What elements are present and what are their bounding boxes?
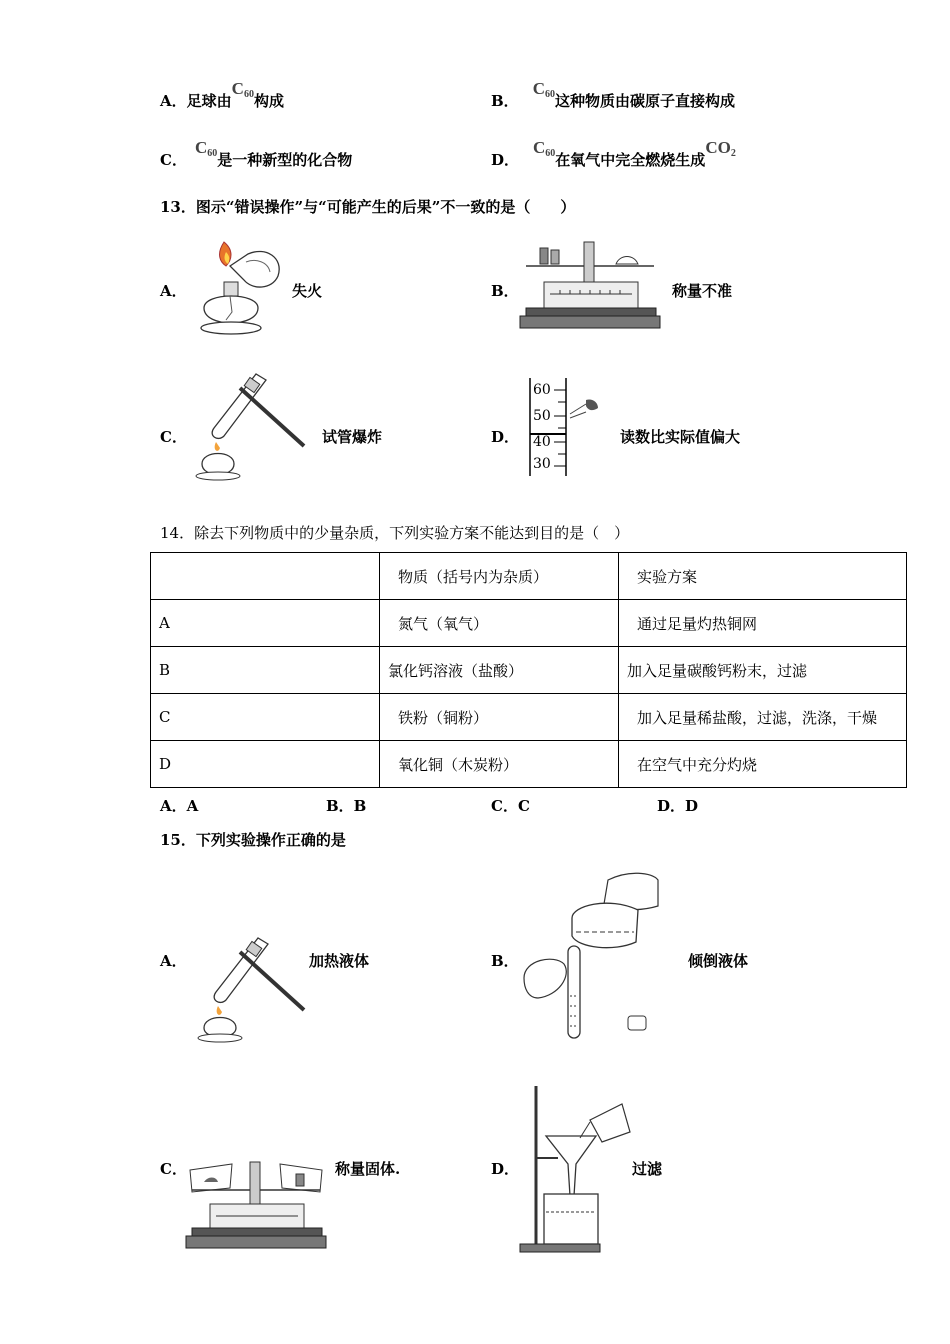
- weighing-solid-illustration: [186, 1160, 326, 1252]
- q12-option-c: C．$C_{60}$是一种新型的化合物: [160, 138, 353, 169]
- q14-answer-d: D．D: [657, 797, 699, 815]
- q12-option-b: B．$C_{60}$这种物质由碳原子直接构成: [491, 79, 735, 110]
- cylinder-tick-60: 60: [533, 382, 551, 398]
- q13-option-a-text: 失火: [292, 282, 323, 300]
- cylinder-tick-40: 40: [533, 434, 551, 450]
- cylinder-tick-30: 30: [533, 456, 551, 472]
- q14-answer-c: C．C: [491, 797, 530, 815]
- table-cell: 氧化铜（木炭粉）: [380, 741, 619, 788]
- table-cell: C: [151, 694, 380, 741]
- q12-option-d: D．$C_{60}$在氧气中完全燃烧生成$CO_2$: [491, 138, 736, 169]
- q14-answer-a: A．A: [160, 797, 199, 815]
- q15-option-c-text: 称量固体.: [335, 1160, 401, 1178]
- q15-option-a-label: A．: [160, 952, 187, 970]
- q13-option-c-text: 试管爆炸: [322, 428, 383, 446]
- table-cell: 加入足量碳酸钙粉末，过滤: [619, 647, 907, 694]
- q14-stem: 14．除去下列物质中的少量杂质，下列实验方案不能达到目的是（ ）: [160, 524, 630, 542]
- q13-option-b-text: 称量不准: [672, 282, 733, 300]
- q12-option-a: A．足球由$C_{60}$构成: [160, 79, 284, 110]
- q13-option-d-text: 读数比实际值偏大: [620, 428, 741, 446]
- table-cell: A: [151, 600, 380, 647]
- table-header-cell: [151, 553, 380, 600]
- table-row: [151, 694, 907, 741]
- c60-formula: $C_{60}$: [533, 138, 556, 159]
- co2-formula: $CO_2$: [705, 138, 736, 159]
- alcohol-lamp-lighting-illustration: [186, 232, 286, 336]
- cylinder-tick-50: 50: [533, 408, 551, 424]
- table-header-cell: 实验方案: [619, 553, 907, 600]
- table-row: [151, 600, 907, 647]
- q13-option-a-label: A．: [160, 282, 187, 300]
- q15-option-c-label: C．: [160, 1160, 187, 1178]
- q13-option-d-label: D．: [491, 428, 520, 446]
- heating-liquid-illustration: [190, 930, 308, 1042]
- table-cell: 通过足量灼热铜网: [619, 600, 907, 647]
- q15-option-b-text: 倾倒液体: [688, 952, 749, 970]
- filtration-illustration: [518, 1084, 644, 1254]
- balance-scale-illustration: [520, 240, 660, 332]
- q15-option-d-label: D．: [491, 1160, 520, 1178]
- q15-option-d-text: 过滤: [632, 1160, 663, 1178]
- q15-stem: 15．下列实验操作正确的是: [160, 831, 346, 849]
- q14-answer-b: B．B: [326, 797, 367, 815]
- table-header-row: [151, 553, 907, 600]
- table-cell: 铁粉（铜粉）: [380, 694, 619, 741]
- test-tube-heating-illustration: [188, 368, 308, 480]
- table-cell: B: [151, 647, 380, 694]
- table-row: [151, 741, 907, 788]
- table-cell: 氯化钙溶液（盐酸）: [380, 647, 619, 694]
- c60-formula: $C_{60}$: [194, 138, 218, 159]
- table-cell: D: [151, 741, 380, 788]
- c60-formula: $C_{60}$: [532, 79, 555, 100]
- q13-option-b-label: B．: [491, 282, 519, 300]
- table-cell: 氮气（氧气）: [380, 600, 619, 647]
- q14-table: [150, 552, 907, 788]
- c60-formula: $C_{60}$: [231, 79, 254, 100]
- q13-option-c-label: C．: [160, 428, 187, 446]
- table-cell: 在空气中充分灼烧: [619, 741, 907, 788]
- q13-stem: 13．图示“错误操作”与“可能产生的后果”不一致的是（ ）: [160, 198, 576, 216]
- q15-option-b-label: B．: [491, 952, 519, 970]
- pouring-liquid-illustration: [518, 866, 668, 1042]
- table-row: [151, 647, 907, 694]
- q15-option-a-text: 加热液体: [309, 952, 370, 970]
- table-header-cell: 物质（括号内为杂质）: [380, 553, 619, 600]
- table-cell: 加入足量稀盐酸，过滤，洗涤，干燥: [619, 694, 907, 741]
